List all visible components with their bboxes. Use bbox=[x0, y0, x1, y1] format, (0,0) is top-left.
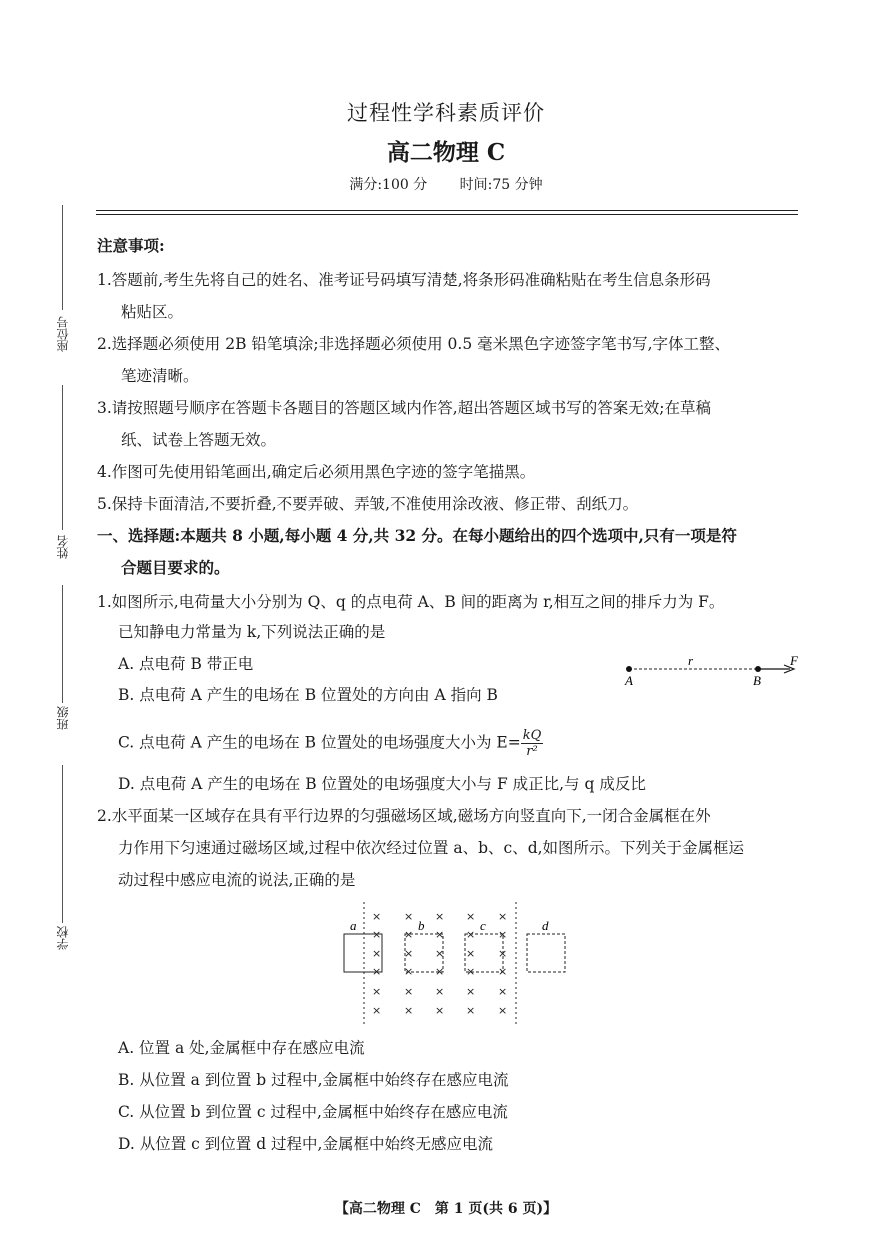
header-rule-top bbox=[96, 210, 798, 211]
frame-position-d bbox=[527, 934, 565, 972]
q2-option-b: B. 从位置 a 到位置 b 过程中,金属框中始终存在感应电流 bbox=[118, 1071, 509, 1089]
q2-option-a: A. 位置 a 处,金属框中存在感应电流 bbox=[118, 1039, 365, 1057]
q1-option-c bbox=[118, 728, 543, 759]
position-b-label: b bbox=[418, 918, 425, 933]
q2-stem-cont-1: 力作用下匀速通过磁场区域,过程中依次经过位置 a、b、c、d,如图所示。下列关于金属框运 bbox=[118, 839, 745, 857]
notice-item-4: 4.作图可先使用铅笔画出,确定后必须用黑色字迹的签字笔描黑。 bbox=[97, 463, 536, 481]
binding-line bbox=[62, 765, 63, 923]
q2-stem-cont-2: 动过程中感应电流的说法,正确的是 bbox=[118, 871, 356, 889]
charge-a-dot bbox=[626, 666, 632, 672]
q2-option-c: C. 从位置 b 到位置 c 过程中,金属框中始终存在感应电流 bbox=[118, 1103, 508, 1121]
field-cross: × bbox=[466, 965, 476, 978]
side-label-school: 学校 bbox=[56, 926, 70, 950]
field-cross: × bbox=[404, 910, 414, 923]
field-cross: × bbox=[372, 910, 382, 923]
position-c-label: c bbox=[480, 918, 486, 933]
field-cross: × bbox=[498, 965, 508, 978]
magnetic-field-crosses bbox=[372, 910, 507, 1017]
field-cross: × bbox=[466, 1004, 476, 1017]
notice-heading: 注意事项: bbox=[97, 236, 165, 255]
side-label-name: 姓名 bbox=[56, 535, 70, 559]
q1-option-d: D. 点电荷 A 产生的电场在 B 位置处的电场强度大小与 F 成正比,与 q 成反比 bbox=[118, 775, 646, 793]
field-cross: × bbox=[404, 965, 414, 978]
notice-item-2-cont: 笔迹清晰。 bbox=[121, 367, 199, 385]
exam-series-title: 过程性学科素质评价 bbox=[347, 101, 545, 125]
q1-option-c-text: C. 点电荷 A 产生的电场在 B 位置处的电场强度大小为 E= bbox=[118, 733, 521, 752]
notice-item-3-cont: 纸、试卷上答题无效。 bbox=[121, 431, 277, 449]
field-cross: × bbox=[466, 947, 476, 960]
notice-item-1: 1.答题前,考生先将自己的姓名、准考证号码填写清楚,将条形码准确粘贴在考生信息条形码 bbox=[97, 271, 711, 289]
q2-magnetic-field-figure bbox=[336, 900, 576, 1028]
field-cross: × bbox=[372, 985, 382, 998]
field-cross: × bbox=[404, 928, 414, 941]
q2-option-d: D. 从位置 c 到位置 d 过程中,金属框中始终无感应电流 bbox=[118, 1135, 493, 1153]
notice-item-1-cont: 粘贴区。 bbox=[121, 303, 184, 321]
section-heading: 一、选择题:本题共 8 小题,每小题 4 分,共 32 分。在每小题给出的四个选项中,只有一项是符 bbox=[97, 526, 737, 545]
q1-charges-figure bbox=[618, 652, 808, 688]
q2-stem: 2.水平面某一区域存在具有平行边界的匀强磁场区域,磁场方向竖直向下,一闭合金属框在外 bbox=[97, 807, 711, 825]
header-rule-bottom bbox=[96, 214, 798, 215]
exam-subject-title: 高二物理 C bbox=[386, 139, 506, 166]
position-d-label: d bbox=[542, 918, 549, 933]
binding-line bbox=[62, 585, 63, 703]
field-cross: × bbox=[498, 947, 508, 960]
label-f: F bbox=[790, 653, 798, 668]
binding-line bbox=[62, 385, 63, 530]
field-cross: × bbox=[372, 947, 382, 960]
label-r: r bbox=[688, 653, 694, 668]
position-a-label: a bbox=[350, 918, 357, 933]
field-cross: × bbox=[435, 947, 445, 960]
section-heading-cont: 合题目要求的。 bbox=[121, 558, 230, 577]
field-strength-formula bbox=[521, 728, 544, 759]
page-footer: 【高二物理 C 第 1 页(共 6 页)】 bbox=[334, 1201, 558, 1217]
q1-option-a: A. 点电荷 B 带正电 bbox=[118, 655, 254, 673]
notice-item-3: 3.请按照题号顺序在答题卡各题目的答题区域内作答,超出答题区域书写的答案无效;在草稿 bbox=[97, 399, 711, 417]
label-b: B bbox=[753, 673, 761, 688]
field-cross: × bbox=[404, 1004, 414, 1017]
side-label-class: 班级 bbox=[56, 706, 70, 730]
field-cross: × bbox=[435, 965, 445, 978]
field-cross: × bbox=[435, 985, 445, 998]
q1-stem-cont: 已知静电力常量为 k,下列说法正确的是 bbox=[118, 623, 386, 641]
field-cross: × bbox=[498, 910, 508, 923]
q1-option-b: B. 点电荷 A 产生的电场在 B 位置处的方向由 A 指向 B bbox=[118, 686, 498, 704]
field-cross: × bbox=[498, 985, 508, 998]
field-cross: × bbox=[404, 985, 414, 998]
field-cross: × bbox=[404, 947, 414, 960]
field-cross: × bbox=[466, 928, 476, 941]
formula-numerator: kQ bbox=[522, 728, 542, 743]
notice-item-2: 2.选择题必须使用 2B 铅笔填涂;非选择题必须使用 0.5 毫米黑色字迹签字笔书写,字体工整、 bbox=[97, 335, 731, 353]
field-cross: × bbox=[435, 928, 445, 941]
exam-meta bbox=[0, 174, 892, 194]
field-cross: × bbox=[466, 910, 476, 923]
q1-stem: 1.如图所示,电荷量大小分别为 Q、q 的点电荷 A、B 间的距离为 r,相互之间的排斥力为 F。 bbox=[97, 593, 725, 611]
side-label-seat: 座位号 bbox=[56, 316, 70, 352]
field-cross: × bbox=[435, 1004, 445, 1017]
notice-item-5: 5.保持卡面清洁,不要折叠,不要弄破、弄皱,不准使用涂改液、修正带、刮纸刀。 bbox=[97, 495, 639, 513]
formula-denominator: r² bbox=[526, 744, 538, 759]
field-cross: × bbox=[498, 928, 508, 941]
binding-line bbox=[62, 205, 63, 310]
field-cross: × bbox=[498, 1004, 508, 1017]
time-limit: 时间:75 分钟 bbox=[459, 177, 543, 193]
field-cross: × bbox=[372, 965, 382, 978]
full-marks: 满分:100 分 bbox=[349, 177, 428, 193]
label-a: A bbox=[625, 673, 633, 688]
field-cross: × bbox=[372, 928, 382, 941]
field-cross: × bbox=[466, 985, 476, 998]
field-cross: × bbox=[372, 1004, 382, 1017]
field-cross: × bbox=[435, 910, 445, 923]
